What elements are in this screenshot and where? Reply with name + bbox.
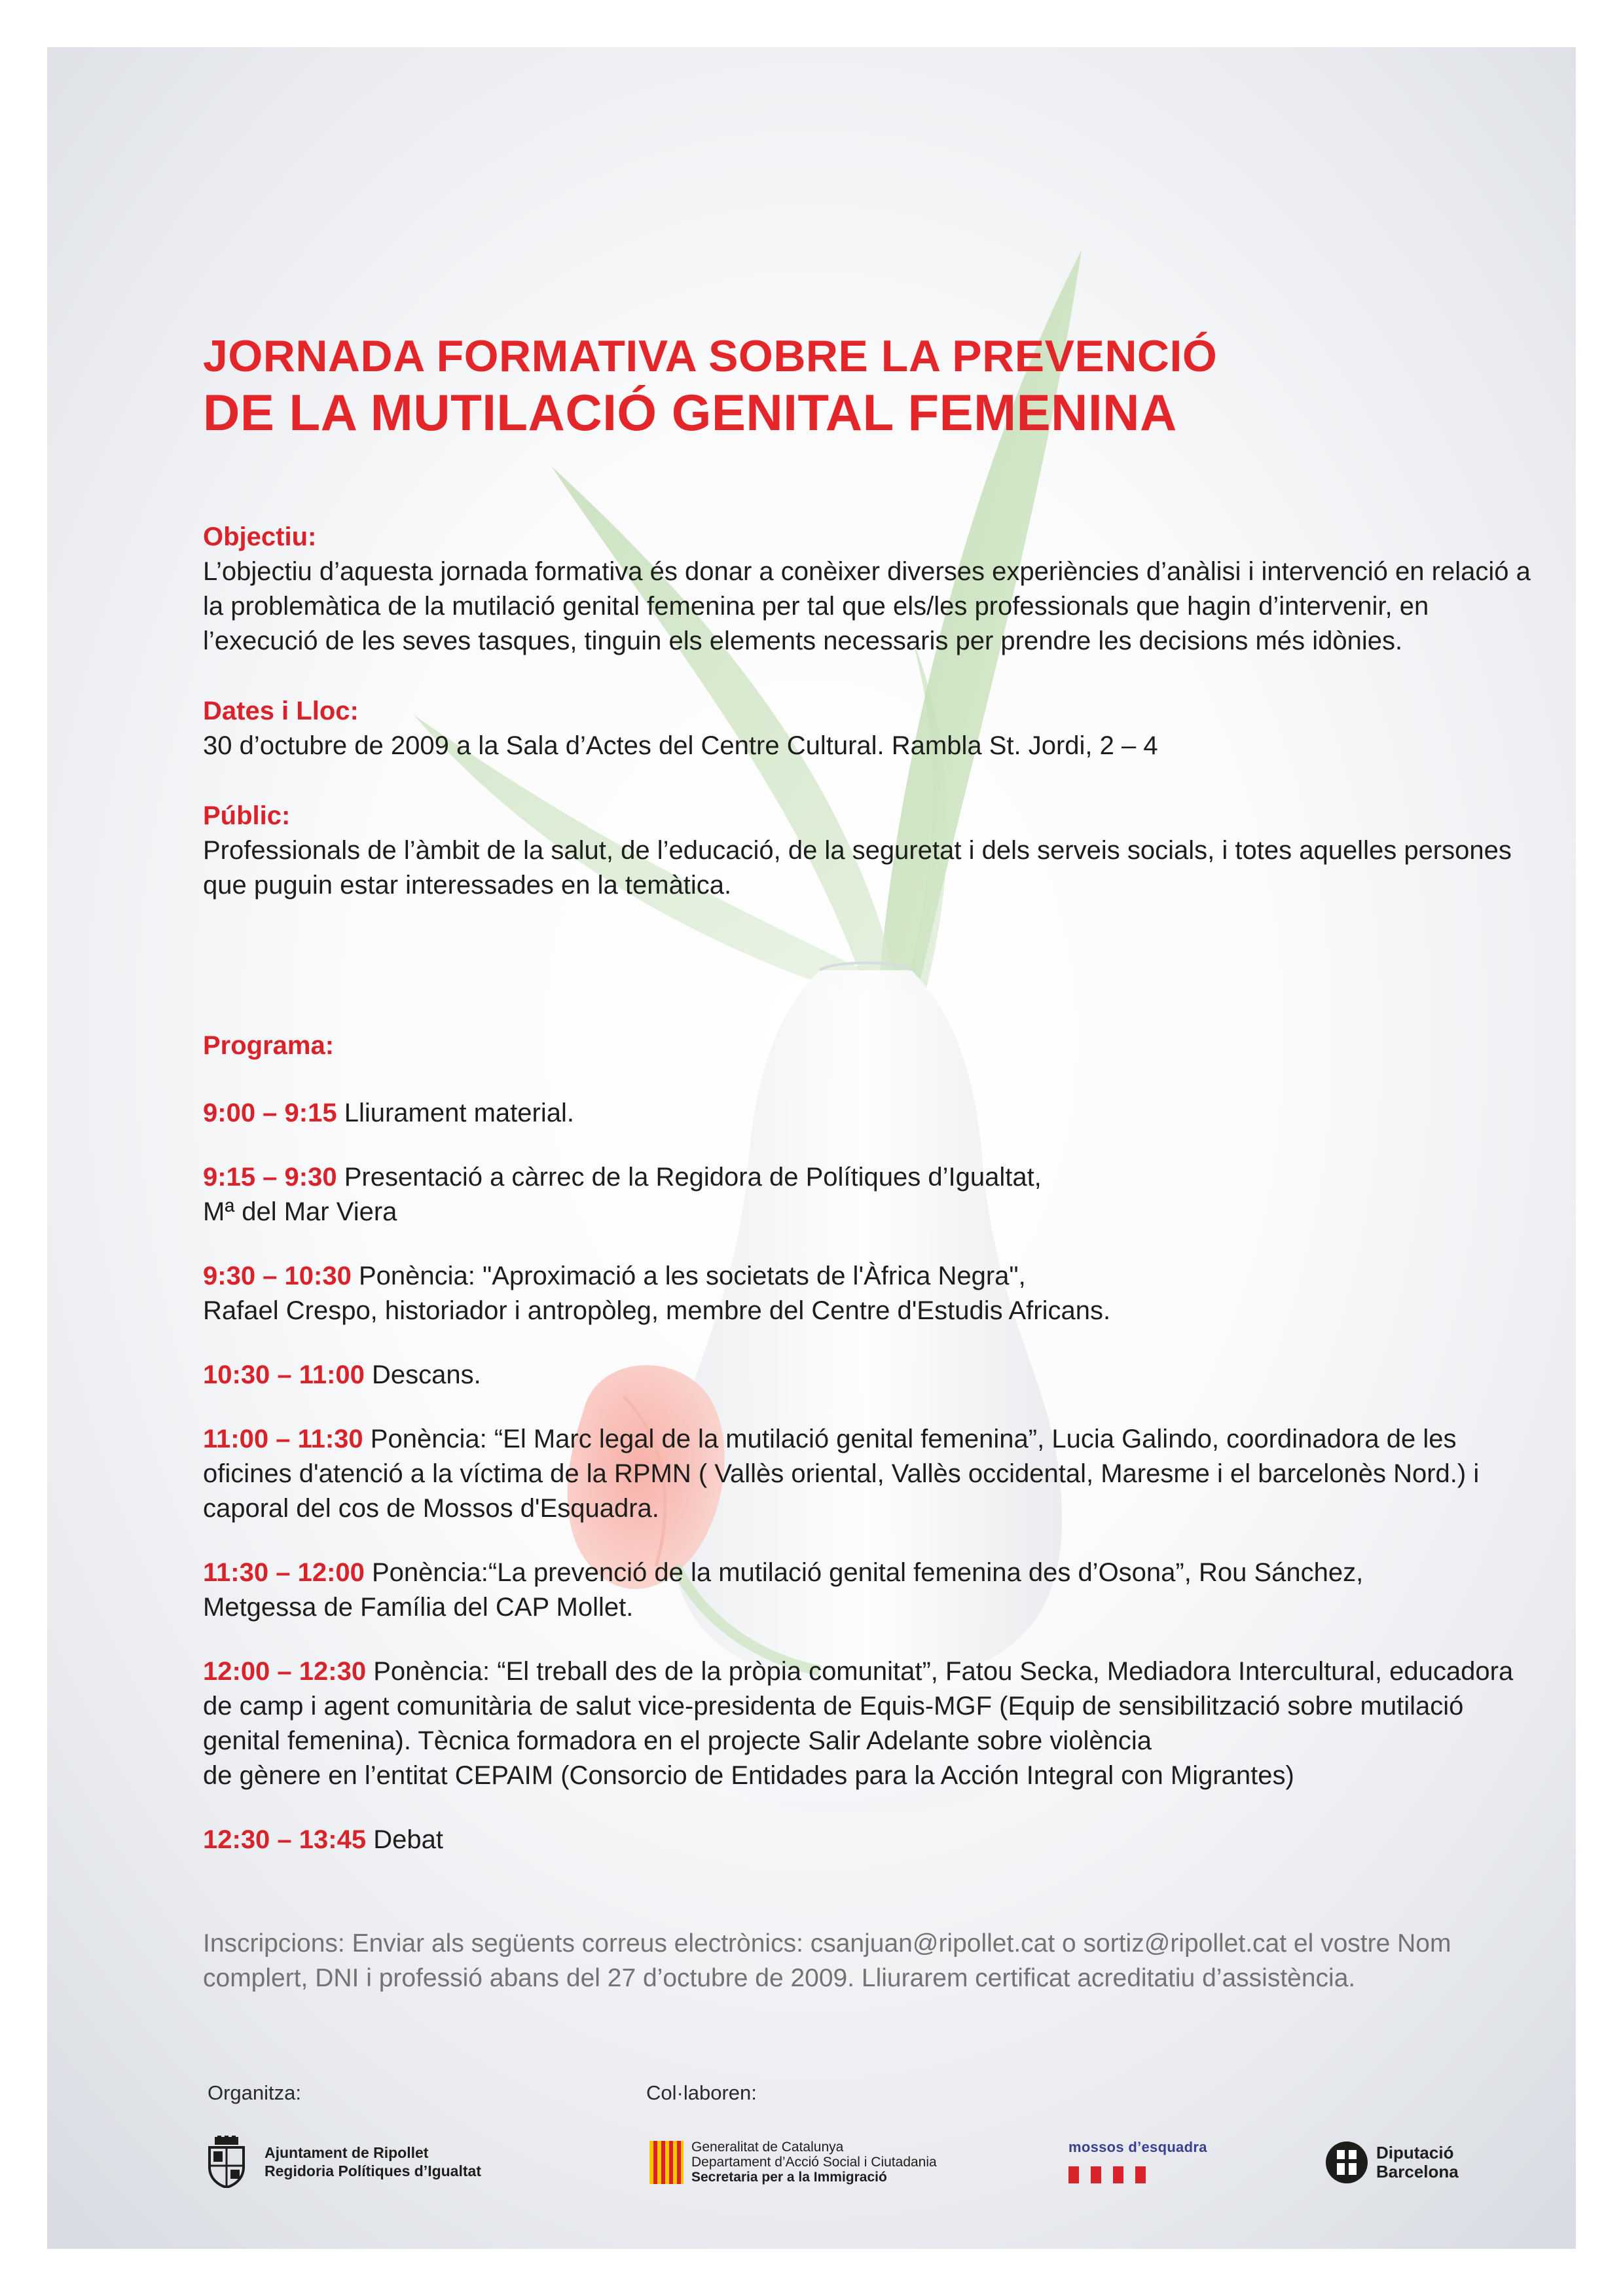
program-item: [203, 1358, 1539, 1393]
program-text: Descans.: [372, 1360, 481, 1389]
generalitat-department: Departament d’Acció Social i Ciutadania: [691, 2155, 937, 2170]
ripollet-name: Ajuntament de Ripollet: [264, 2144, 429, 2161]
public-section: [203, 799, 1539, 903]
organitza-label: Organitza:: [208, 2081, 302, 2104]
generalitat-senyera-icon: [649, 2141, 684, 2184]
program-time: 11:30 – 12:00: [203, 1558, 365, 1587]
mossos-stripes-icon: [1068, 2166, 1173, 2185]
poster-title: [203, 329, 1217, 441]
program-time: 9:00 – 9:15: [203, 1099, 337, 1127]
dates-text: 30 d’octubre de 2009 a la Sala d’Actes del Centre Cultural. Rambla St. Jordi, 2 – 4: [203, 731, 1158, 760]
program-time: 12:00 – 12:30: [203, 1657, 367, 1686]
program-item: [203, 1160, 1539, 1230]
program-time: 9:30 – 10:30: [203, 1262, 352, 1290]
dates-section: [203, 694, 1539, 763]
mossos-logo: [1068, 2139, 1207, 2185]
program-time: 12:30 – 13:45: [203, 1825, 367, 1854]
diputacio-city: Barcelona: [1376, 2162, 1459, 2181]
program-item: [203, 1654, 1539, 1793]
title-line-2: DE LA MUTILACIÓ GENITAL FEMENINA: [203, 384, 1177, 441]
ripollet-department: Regidoria Polítiques d’Igualtat: [264, 2162, 481, 2179]
objectiu-text: L’objectiu d’aquesta jornada formativa és donar a conèixer diverses experiències d’anàlisi i intervenció en relació a la problemàtica de la mutilació genital femenina per tal que els/les professionals que hagin d’intervenir, en l’execució de les seves tasques, tinguin els elements necessaris per prendre les decisions més idònies.: [203, 557, 1531, 655]
ripollet-coat-of-arms-icon: [203, 2136, 250, 2188]
generalitat-logo: [649, 2140, 937, 2185]
program-item: [203, 1096, 1539, 1131]
program-item: [203, 1556, 1539, 1625]
dates-heading: Dates i Lloc:: [203, 697, 359, 725]
program-text: Ponència:“La prevenció de la mutilació genital femenina des d’Osona”, Rou Sánchez,: [372, 1558, 1364, 1587]
program-text: Ponència: “El treball des de la pròpia comunitat”, Fatou Secka, Mediadora Intercultural, educadora de camp i agent comunitària de salut vice-presidenta de Equis-MGF (Equip de sensibilització sobre mutilació genital femenina). Tècnica formadora en el projecte Salir Adelante sobre violència: [203, 1657, 1514, 1755]
program-text-continued: Mª del Mar Viera: [203, 1197, 397, 1226]
program-text: Presentació a càrrec de la Regidora de Polítiques d’Igualtat,: [344, 1163, 1042, 1192]
public-heading: Públic:: [203, 801, 291, 830]
mossos-name: mossos d’esquadra: [1068, 2139, 1207, 2155]
ripollet-logo: [203, 2136, 481, 2188]
program-text-continued: de gènere en l’entitat CEPAIM (Consorcio de Entidades para la Acción Integral con Migrantes): [203, 1761, 1294, 1790]
objectiu-section: [203, 520, 1539, 659]
program-text-continued: Metgessa de Família del CAP Mollet.: [203, 1593, 634, 1622]
program-text-continued: Rafael Crespo, historiador i antropòleg, membre del Centre d'Estudis Africans.: [203, 1296, 1111, 1325]
program-time: 11:00 – 11:30: [203, 1425, 363, 1453]
program-item: [203, 1422, 1539, 1526]
inscription-info: Inscripcions: Enviar als següents correus electrònics: csanjuan@ripollet.cat o sortiz@ripollet.cat el vostre Nom complert, DNI i professió abans del 27 d’octubre de 2009. Lliurarem certificat acreditatiu d’assistència.: [203, 1929, 1451, 1992]
program-text: Lliurament material.: [344, 1099, 574, 1127]
objectiu-heading: Objectiu:: [203, 522, 317, 551]
program-item: [203, 1823, 1539, 1857]
generalitat-secretaria: Secretaria per a la Immigració: [691, 2170, 887, 2185]
program-time: 9:15 – 9:30: [203, 1163, 337, 1192]
diputacio-emblem-icon: [1325, 2141, 1368, 2184]
program-time: 10:30 – 11:00: [203, 1360, 365, 1389]
programa-heading: Programa:: [203, 1031, 335, 1060]
title-line-1: JORNADA FORMATIVA SOBRE LA PREVENCIÓ: [203, 331, 1218, 381]
generalitat-name: Generalitat de Catalunya: [691, 2140, 844, 2155]
public-text: Professionals de l’àmbit de la salut, de l’educació, de la seguretat i dels serveis socials, i totes aquelles persones que puguin estar interessades en la temàtica.: [203, 836, 1512, 900]
poster-content: [203, 520, 1539, 1887]
poster-page: [47, 47, 1576, 2249]
program-text: Ponència: “El Marc legal de la mutilació genital femenina”, Lucia Galindo, coordinadora de les oficines d'atenció a la víctima de la RPMN ( Vallès oriental, Vallès occidental, Maresme i el barcelonès Nord.) i caporal del cos de Mossos d'Esquadra.: [203, 1425, 1480, 1523]
program-item: [203, 1259, 1539, 1328]
program-text: Ponència: "Aproximació a les societats de l'Àfrica Negra",: [358, 1262, 1026, 1290]
program-text: Debat: [373, 1825, 443, 1854]
diputacio-logo: [1325, 2141, 1459, 2184]
collaboren-label: Col·laboren:: [646, 2081, 757, 2104]
diputacio-name: Diputació: [1376, 2143, 1454, 2162]
